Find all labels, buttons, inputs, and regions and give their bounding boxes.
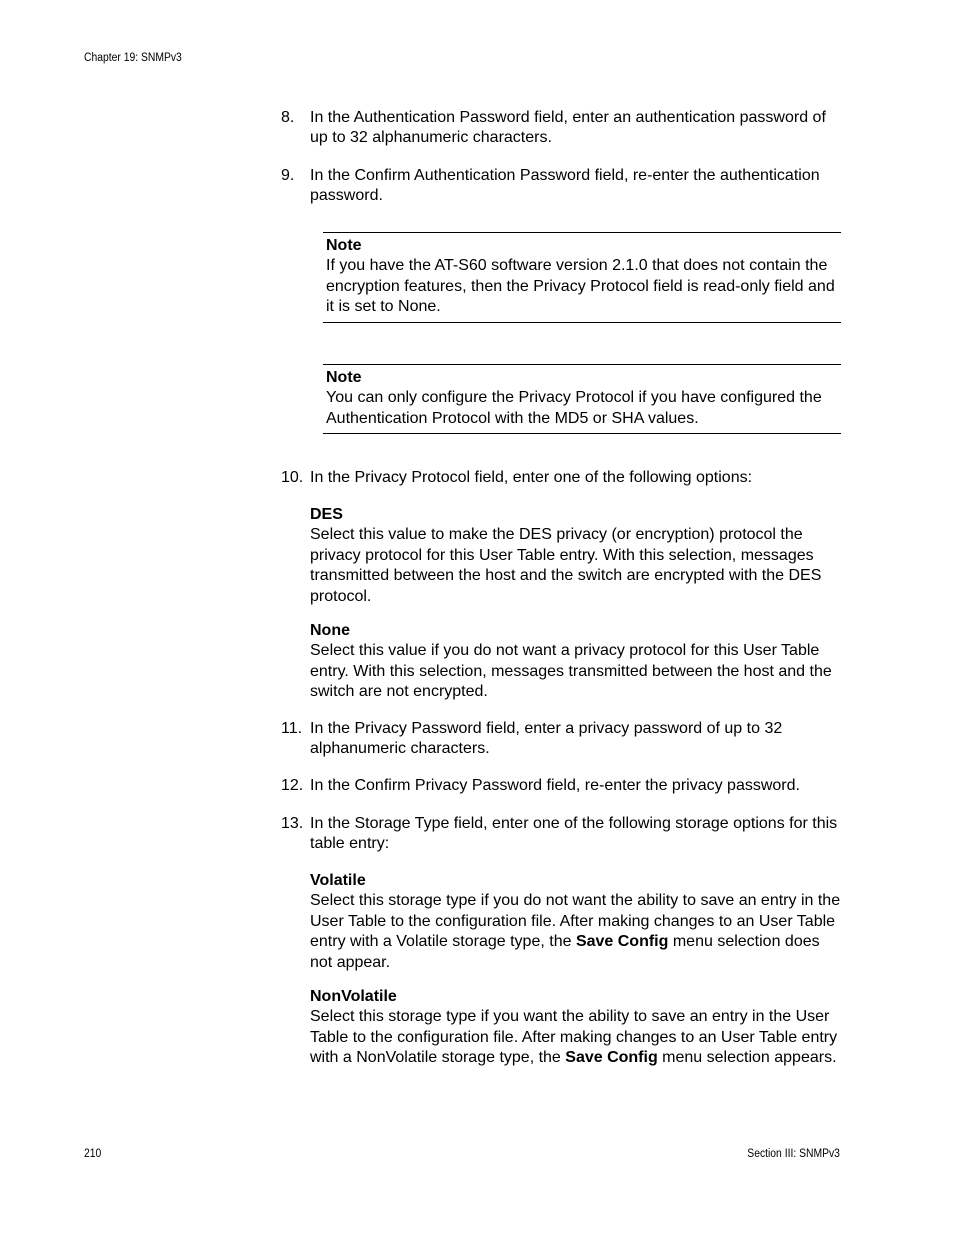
option-text [310, 891, 841, 973]
running-footer-section: Section III: SNMPv3 [747, 1148, 840, 1160]
option-title: None [310, 622, 350, 639]
option-des [310, 505, 841, 607]
note-title: Note [326, 237, 362, 254]
step-number: 8. [281, 109, 295, 126]
save-config-term: Save Config [575, 933, 669, 951]
option-title: Volatile [310, 872, 366, 889]
step-text: In the Confirm Privacy Password field, re-enter the privacy password. [310, 777, 800, 794]
step-text: In the Storage Type field, enter one of the following storage options for this table entry: [310, 815, 838, 853]
running-header: Chapter 19: SNMPv3 [84, 52, 182, 64]
page-number: 210 [84, 1148, 102, 1160]
option-text: Select this value to make the DES privacy (or encryption) protocol the privacy protocol for this User Table entry. With this selection, messages transmitted between the host and the switch are encrypted with the DES protocol. [310, 526, 822, 605]
step-number: 13. [281, 815, 304, 832]
note-text: If you have the AT-S60 software version 2.1.0 that does not contain the encryption features, then the Privacy Protocol field is read-only field and it is set to None. [326, 257, 835, 316]
step-text: In the Confirm Authentication Password field, re-enter the authentication password. [310, 167, 820, 205]
step-number: 11. [281, 720, 303, 737]
option-text-end: menu selection appears. [657, 1049, 837, 1067]
option-volatile [310, 871, 841, 973]
step-number: 12. [281, 777, 304, 794]
step-number: 9. [281, 167, 295, 184]
step-text: In the Privacy Password field, enter a privacy password of up to 32 alphanumeric characters. [310, 720, 783, 758]
note-title: Note [326, 369, 362, 386]
note-box-privacy [323, 364, 841, 434]
note-box-encryption [323, 232, 841, 323]
save-config-term: Save Config [565, 1049, 658, 1067]
option-text-start: Select this storage type if you do not want the ability to save an entry in the User Table to the configuration file. After making changes to an User Table entry with a Volatile storage type, the [310, 892, 841, 951]
option-nonvolatile [310, 987, 841, 1069]
step-text: In the Authentication Password field, enter an authentication password of up to 32 alphanumeric characters. [310, 109, 826, 147]
step-number: 10. [281, 469, 304, 486]
note-text: You can only configure the Privacy Protocol if you have configured the Authentication Protocol with the MD5 or SHA values. [326, 389, 822, 427]
step-text: In the Privacy Protocol field, enter one of the following options: [310, 469, 753, 486]
option-title: DES [310, 506, 343, 523]
option-none [310, 621, 841, 703]
option-text: Select this value if you do not want a privacy protocol for this User Table entry. With this selection, messages transmitted between the host and the switch are not encrypted. [310, 642, 832, 701]
option-title: NonVolatile [310, 988, 397, 1005]
option-text [310, 1007, 841, 1068]
option-text-end: menu selection does not appear. [310, 933, 820, 971]
option-text-start: Select this storage type if you want the ability to save an entry in the User Table to the configuration file. After making changes to an User Table entry with a NonVolatile storage type, the [310, 1008, 838, 1067]
